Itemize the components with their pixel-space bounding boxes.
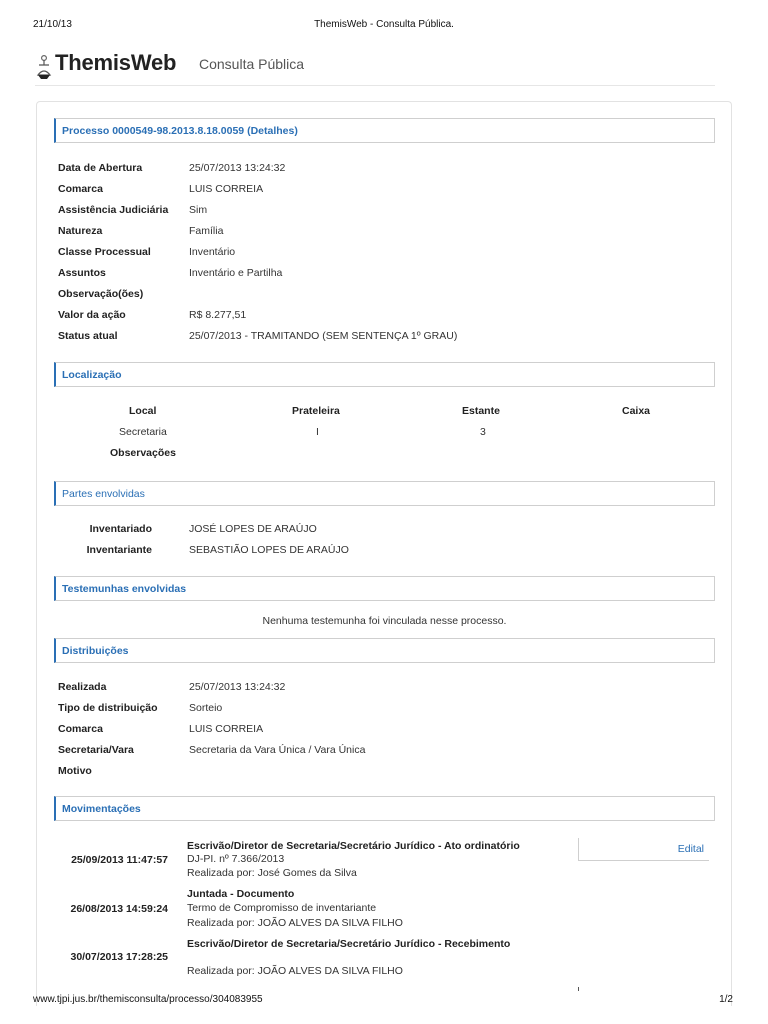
movimentacoes-title: Movimentações bbox=[62, 803, 141, 815]
movement-author: Realizada por: JOÃO ALVES DA SILVA FILHO bbox=[187, 917, 403, 929]
loc-col-prateleira: Prateleira bbox=[292, 405, 340, 417]
loc-local-value: Secretaria bbox=[119, 426, 167, 438]
testemunhas-header bbox=[54, 576, 715, 601]
edital-button[interactable] bbox=[578, 838, 709, 861]
field-value: 25/07/2013 13:24:32 bbox=[189, 681, 286, 693]
movement-datetime: 25/09/2013 11:47:57 bbox=[71, 854, 168, 866]
movement-datetime: 26/08/2013 14:59:24 bbox=[70, 903, 168, 915]
scales-of-justice-icon bbox=[35, 54, 53, 80]
party-name: SEBASTIÃO LOPES DE ARAÚJO bbox=[189, 544, 349, 556]
party-row bbox=[58, 544, 698, 558]
field-label: Comarca bbox=[58, 723, 103, 735]
brand-header bbox=[35, 50, 715, 86]
field-value: LUIS CORREIA bbox=[189, 723, 264, 735]
movement-author: Realizada por: José Gomes da Silva bbox=[187, 867, 357, 879]
field-row bbox=[58, 723, 698, 737]
field-label: Tipo de distribuição bbox=[58, 702, 158, 714]
print-title: ThemisWeb - Consulta Pública. bbox=[314, 19, 454, 30]
field-label: Assuntos bbox=[58, 267, 106, 279]
print-header bbox=[33, 19, 735, 31]
loc-col-estante: Estante bbox=[462, 405, 500, 417]
field-row bbox=[58, 702, 698, 716]
field-label: Data de Abertura bbox=[58, 162, 143, 174]
party-role: Inventariante bbox=[86, 544, 152, 556]
testemunhas-title: Testemunhas envolvidas bbox=[62, 583, 187, 595]
field-row bbox=[58, 765, 698, 779]
field-label: Comarca bbox=[58, 183, 103, 195]
field-label: Status atual bbox=[58, 330, 118, 342]
movement-detail: Termo de Compromisso de inventariante bbox=[187, 902, 377, 914]
edital-link[interactable]: Edital bbox=[677, 843, 704, 855]
field-value: Inventário bbox=[189, 246, 236, 258]
field-value: Inventário e Partilha bbox=[189, 267, 283, 279]
party-name: JOSÉ LOPES DE ARAÚJO bbox=[189, 523, 317, 535]
movement-title: Escrivão/Diretor de Secretaria/Secretário Jurídico - Recebimento bbox=[187, 938, 511, 950]
field-value: Família bbox=[189, 225, 224, 237]
field-value: R$ 8.277,51 bbox=[189, 309, 247, 321]
app-name: ThemisWeb bbox=[55, 50, 177, 75]
field-row bbox=[58, 246, 698, 260]
loc-prateleira-value: I bbox=[316, 426, 319, 438]
distribuicoes-header bbox=[54, 638, 715, 663]
field-value: LUIS CORREIA bbox=[189, 183, 264, 195]
print-footer-url: www.tjpi.jus.br/themisconsulta/processo/304083955 bbox=[33, 994, 263, 1005]
field-label: Realizada bbox=[58, 681, 107, 693]
party-role: Inventariado bbox=[89, 523, 152, 535]
page-break-marker bbox=[578, 987, 579, 991]
field-label: Observação(ões) bbox=[58, 288, 144, 300]
loc-col-local: Local bbox=[129, 405, 157, 417]
field-label: Assistência Judiciária bbox=[58, 204, 169, 216]
field-row bbox=[58, 330, 698, 344]
field-row bbox=[58, 162, 698, 176]
partes-title: Partes envolvidas bbox=[62, 488, 145, 500]
print-footer-page: 1/2 bbox=[719, 994, 733, 1005]
localizacao-header bbox=[54, 362, 715, 387]
field-row bbox=[58, 744, 698, 758]
movement-title: Juntada - Documento bbox=[187, 888, 295, 900]
field-row bbox=[58, 681, 698, 695]
movimentacoes-header bbox=[54, 796, 715, 821]
field-value: Sorteio bbox=[189, 702, 223, 714]
party-row bbox=[58, 523, 698, 537]
field-label: Classe Processual bbox=[58, 246, 151, 258]
print-date: 21/10/13 bbox=[33, 19, 72, 30]
field-label: Secretaria/Vara bbox=[58, 744, 134, 756]
process-details-header[interactable] bbox=[54, 118, 715, 143]
process-details-link[interactable]: Processo 0000549-98.2013.8.18.0059 (Detalhes) bbox=[62, 125, 298, 137]
field-value: Sim bbox=[189, 204, 208, 216]
field-row bbox=[58, 183, 698, 197]
field-row bbox=[58, 225, 698, 239]
field-row bbox=[58, 267, 698, 281]
movement-detail: DJ-PI. nº 7.366/2013 bbox=[187, 853, 285, 865]
movement-author: Realizada por: JOÃO ALVES DA SILVA FILHO bbox=[187, 965, 403, 977]
loc-observacoes-label: Observações bbox=[110, 447, 176, 459]
field-value: Secretaria da Vara Única / Vara Única bbox=[189, 744, 366, 756]
partes-header bbox=[54, 481, 715, 506]
field-row bbox=[58, 204, 698, 218]
movement-datetime: 30/07/2013 17:28:25 bbox=[70, 951, 168, 963]
localizacao-title: Localização bbox=[62, 369, 122, 381]
field-row bbox=[58, 309, 698, 323]
loc-estante-value: 3 bbox=[480, 426, 486, 438]
field-value: 25/07/2013 - TRAMITANDO (SEM SENTENÇA 1º GRAU) bbox=[189, 330, 458, 342]
field-label: Motivo bbox=[58, 765, 92, 777]
field-row bbox=[58, 288, 698, 302]
field-label: Valor da ação bbox=[58, 309, 126, 321]
distribuicoes-title: Distribuições bbox=[62, 645, 129, 657]
movement-title: Escrivão/Diretor de Secretaria/Secretário Jurídico - Ato ordinatório bbox=[187, 840, 520, 852]
app-subtitle: Consulta Pública bbox=[199, 56, 305, 72]
loc-col-caixa: Caixa bbox=[622, 405, 651, 417]
testemunhas-empty-message: Nenhuma testemunha foi vinculada nesse processo. bbox=[262, 615, 507, 627]
field-label: Natureza bbox=[58, 225, 103, 237]
field-value: 25/07/2013 13:24:32 bbox=[189, 162, 286, 174]
